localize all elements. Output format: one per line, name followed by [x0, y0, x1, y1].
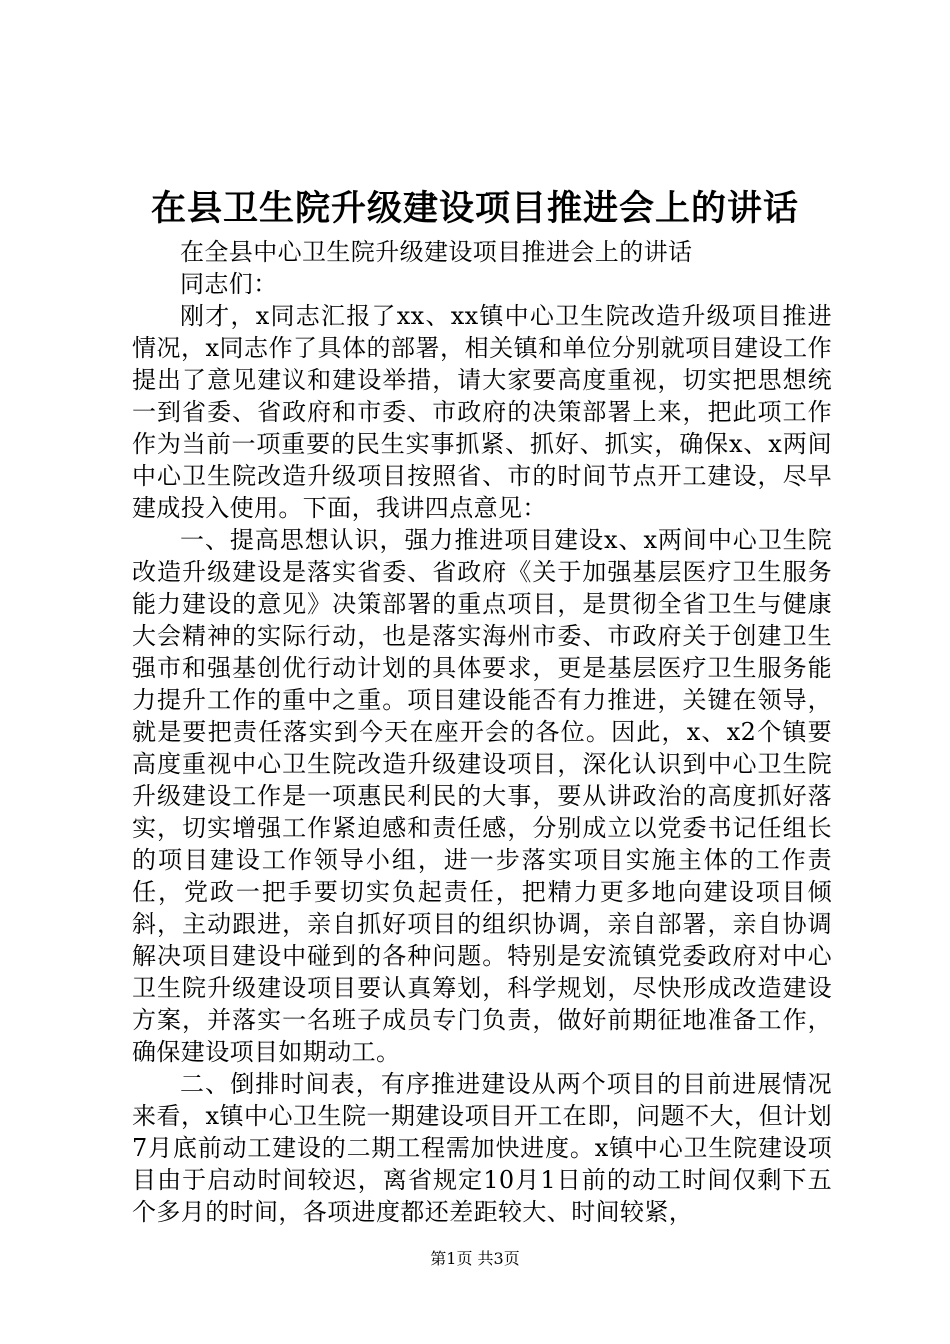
salutation-paragraph: 同志们：: [180, 270, 278, 298]
document-body: [132, 236, 832, 1228]
document-title: 在县卫生院升级建设项目推进会上的讲话: [150, 188, 799, 229]
page-number-footer: 第1页 共3页: [430, 1249, 520, 1268]
subtitle-paragraph: 在全县中心卫生院升级建设项目推进会上的讲话: [180, 238, 693, 266]
body-paragraph: 二、倒排时间表，有序推进建设从两个项目的目前进展情况来看，x镇中心卫生院一期建设项目开工在即，问题不大，但计划7月底前动工建设的二期工程需加快进度。x镇中心卫生院建设项目由于启动时间较迟，离省规定10月1日前的动工时间仅剩下五个多月的时间，各项进度都还差距较大、时间较紧，: [132, 1070, 832, 1226]
body-paragraph: 刚才，x同志汇报了xx、xx镇中心卫生院改造升级项目推进情况，x同志作了具体的部署，相关镇和单位分别就项目建设工作提出了意见建议和建设举措，请大家要高度重视，切实把思想统一到省委、省政府和市委、市政府的决策部署上来，把此项工作作为当前一项重要的民生实事抓紧、抓好、抓实，确保x、x两间中心卫生院改造升级项目按照省、市的时间节点开工建设，尽早建成投入使用。下面，我讲四点意见：: [132, 302, 832, 522]
body-paragraph: 一、提高思想认识，强力推进项目建设x、x两间中心卫生院改造升级建设是落实省委、省政府《关于加强基层医疗卫生服务能力建设的意见》决策部署的重点项目，是贯彻全省卫生与健康大会精神的实际行动，也是落实海州市委、市政府关于创建卫生强市和强基创优行动计划的具体要求，更是基层医疗卫生服务能力提升工作的重中之重。项目建设能否有力推进，关键在领导，就是要把责任落实到今天在座开会的各位。因此，x、x2个镇要高度重视中心卫生院改造升级建设项目，深化认识到中心卫生院升级建设工作是一项惠民利民的大事，要从讲政治的高度抓好落实，切实增强工作紧迫感和责任感，分别成立以党委书记任组长的项目建设工作领导小组，进一步落实项目实施主体的工作责任，党政一把手要切实负起责任，把精力更多地向建设项目倾斜，主动跟进，亲自抓好项目的组织协调，亲自部署，亲自协调解决项目建设中碰到的各种问题。特别是安流镇党委政府对中心卫生院升级建设项目要认真筹划，科学规划，尽快形成改造建设方案，并落实一名班子成员专门负责，做好前期征地准备工作，确保建设项目如期动工。: [132, 526, 832, 1066]
